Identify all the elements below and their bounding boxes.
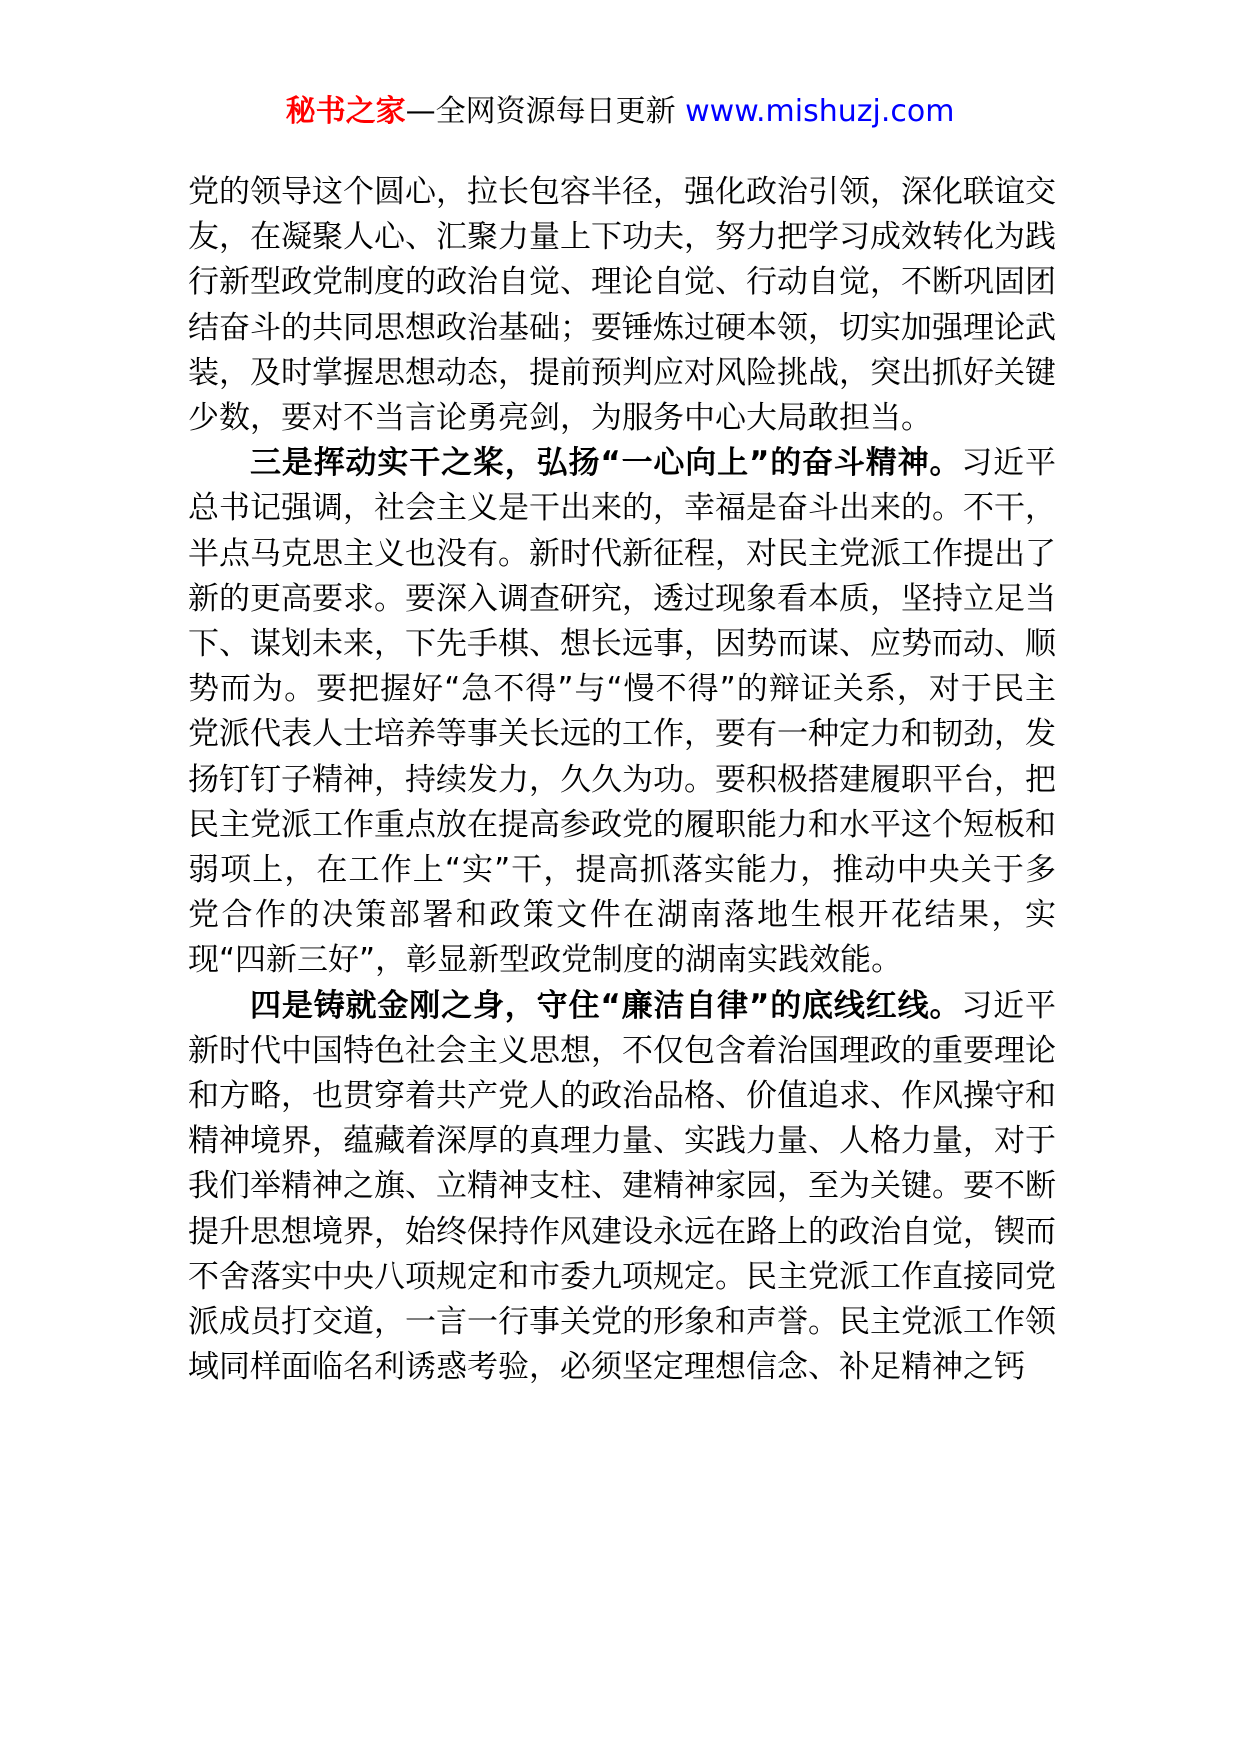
paragraph-point-four xyxy=(188,984,1056,1391)
header-tagline: —全网资源每日更新 xyxy=(405,94,686,129)
paragraph-text: 习近平新时代中国特色社会主义思想，不仅包含着治国理政的重要理论和方略，也贯穿着共产党人的政治品格、价值追求、作风操守和精神境界，蕴藏着深厚的真理力量、实践力量、人格力量，对于我们举精神之旗、立精神支柱、建精神家园，至为关键。要不断提升思想境界，始终保持作风建设永远在路上的政治自觉，锲而不舍落实中央八项规定和市委九项规定。民主党派工作直接同党派成员打交道，一言一行事关党的形象和声誉。民主党派工作领域同样面临名利诱惑考验，必须坚定理想信念、补足精神之钙 xyxy=(188,987,1056,1386)
paragraph-text: 党的领导这个圆心，拉长包容半径，强化政治引领，深化联谊交友，在凝聚人心、汇聚力量上下功夫，努力把学习成效转化为践行新型政党制度的政治自觉、理论自觉、行动自觉，不断巩固团结奋斗的共同思想政治基础；要锤炼过硬本领，切实加强理论武装，及时掌握思想动态，提前预判应对风险挑战，突出抓好关键少数，要对不当言论勇亮剑，为服务中心大局敢担当。 xyxy=(188,174,1056,437)
site-url[interactable]: www.mishuzj.com xyxy=(685,94,955,129)
watermark-header xyxy=(0,92,1240,132)
paragraph-lead: 三是挥动实干之桨，弘扬“一心向上”的奋斗精神。 xyxy=(250,445,962,482)
document-body xyxy=(188,170,1056,1390)
brand-name: 秘书之家 xyxy=(285,94,406,129)
paragraph-point-three xyxy=(188,441,1056,983)
paragraph-continued xyxy=(188,170,1056,441)
paragraph-text: 习近平总书记强调，社会主义是干出来的，幸福是奋斗出来的。不干，半点马克思主义也没有。新时代新征程，对民主党派工作提出了新的更高要求。要深入调查研究，透过现象看本质，坚持立足当下、谋划未来，下先手棋、想长远事，因势而谋、应势而动、顺势而为。要把握好“急不得”与“慢不得”的辩证关系，对于民主党派代表人士培养等事关长远的工作，要有一种定力和韧劲，发扬钉钉子精神，持续发力，久久为功。要积极搭建履职平台，把民主党派工作重点放在提高参政党的履职能力和水平这个短板和弱项上，在工作上“实”干，提高抓落实能力，推动中央关于多党合作的决策部署和政策文件在湖南落地生根开花结果，实现“四新三好”，彰显新型政党制度的湖南实践效能。 xyxy=(188,445,1056,979)
paragraph-lead: 四是铸就金刚之身，守住“廉洁自律”的底线红线。 xyxy=(250,987,962,1024)
